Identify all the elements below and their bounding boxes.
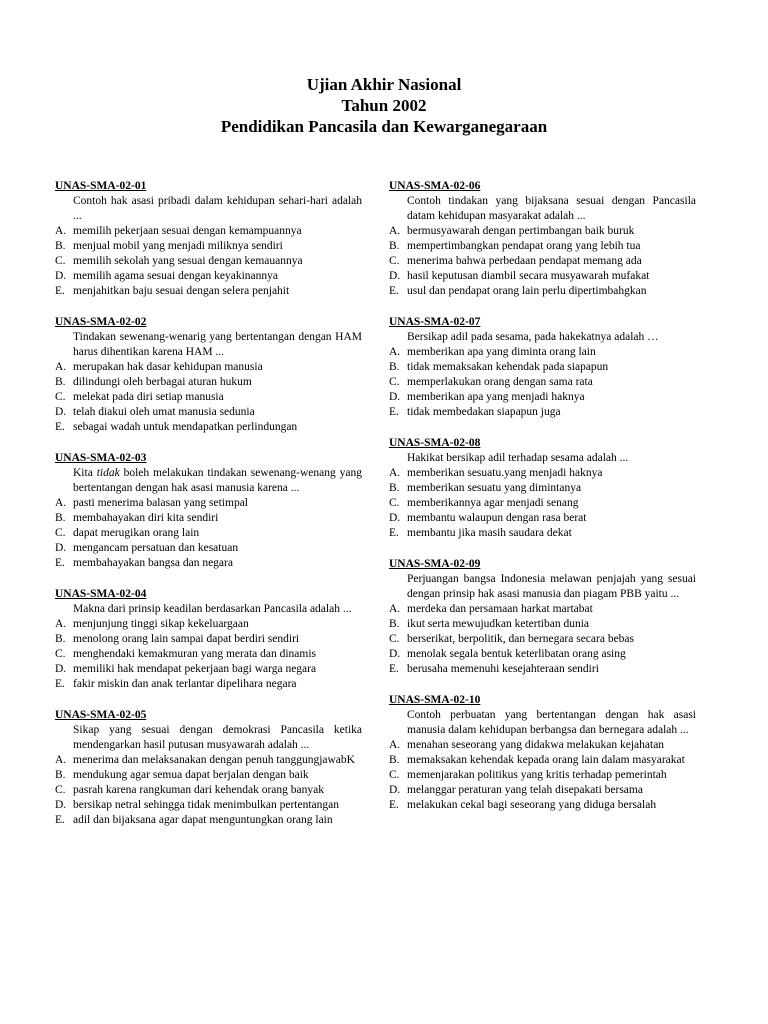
question-1 xyxy=(55,179,362,299)
option-text: ikut serta mewujudkan ketertiban dunia xyxy=(407,618,590,630)
option-text: memberikan apa yang menjadi haknya xyxy=(407,391,585,403)
option-text: memenjarakan politikus yang kritis terhadap pemerintah xyxy=(407,769,667,781)
option-text: melakukan cekal bagi seseorang yang diduga bersalah xyxy=(407,799,657,811)
option-b xyxy=(55,375,362,390)
option-letter: C. xyxy=(389,376,400,388)
option-text: memberikan apa yang diminta orang lain xyxy=(407,346,596,358)
option-b xyxy=(389,481,696,496)
option-letter: B. xyxy=(389,240,400,252)
option-e xyxy=(55,813,362,828)
option-text: membantu jika masih saudara dekat xyxy=(407,527,572,539)
option-letter: E. xyxy=(389,663,399,675)
option-letter: D. xyxy=(389,512,401,524)
option-text: memilih sekolah yang sesuai dengan kemauannya xyxy=(73,255,303,267)
question-id: UNAS-SMA-02-05 xyxy=(55,709,147,721)
option-text: menolak segala bentuk keterlibatan orang asing xyxy=(407,648,626,660)
option-text: hasil keputusan diambil secara musyawarah mufakat xyxy=(407,270,650,282)
option-text: menjahitkan baju sesuai dengan selera penjahit xyxy=(73,285,290,297)
option-letter: C. xyxy=(55,255,66,267)
option-text: berserikat, berpolitik, dan bernegara secara bebas xyxy=(407,633,635,645)
option-letter: D. xyxy=(55,799,67,811)
option-b xyxy=(55,768,362,783)
option-text: pasrah karena rangkuman dari kehendak orang banyak xyxy=(73,784,324,796)
option-d xyxy=(55,798,362,813)
option-letter: D. xyxy=(55,663,67,675)
option-letter: A. xyxy=(389,739,401,751)
stem-emphasis: tidak xyxy=(96,467,120,479)
option-b xyxy=(55,511,362,526)
option-text: menghendaki kemakmuran yang merata dan dinamis xyxy=(73,648,317,660)
option-letter: C. xyxy=(55,648,66,660)
question-id: UNAS-SMA-02-06 xyxy=(389,180,481,192)
option-text: memaksakan kehendak kepada orang lain dalam masyarakat xyxy=(407,754,685,766)
option-text: memilih pekerjaan sesuai dengan kemampuannya xyxy=(73,225,302,237)
option-c xyxy=(55,783,362,798)
exam-title: Ujian Akhir Nasional xyxy=(306,75,462,94)
option-letter: B. xyxy=(55,512,66,524)
option-a xyxy=(55,360,362,375)
question-9 xyxy=(389,557,696,677)
option-letter: C. xyxy=(389,255,400,267)
option-text: dapat merugikan orang lain xyxy=(73,527,200,539)
option-letter: A. xyxy=(55,361,67,373)
question-6 xyxy=(389,179,696,299)
option-letter: C. xyxy=(389,769,400,781)
option-letter: A. xyxy=(55,754,67,766)
option-c xyxy=(55,390,362,405)
option-letter: C. xyxy=(389,497,400,509)
option-text: melekat pada diri setiap manusia xyxy=(73,391,224,403)
option-letter: E. xyxy=(389,285,399,297)
option-d xyxy=(389,390,696,405)
option-letter: C. xyxy=(55,391,66,403)
option-e xyxy=(389,798,696,813)
option-letter: E. xyxy=(389,527,399,539)
option-text: memperlakukan orang dengan sama rata xyxy=(407,376,593,388)
option-text: bersikap netral sehingga tidak menimbulkan pertentangan xyxy=(73,799,340,811)
option-letter: C. xyxy=(389,633,400,645)
question-3 xyxy=(55,451,362,571)
option-c xyxy=(389,768,696,783)
option-text: mendukung agar semua dapat berjalan dengan baik xyxy=(73,769,309,781)
option-c xyxy=(55,254,362,269)
option-a xyxy=(55,224,362,239)
right-column xyxy=(389,179,696,813)
option-letter: B. xyxy=(389,754,400,766)
option-e xyxy=(389,526,696,541)
option-letter: E. xyxy=(55,557,65,569)
option-letter: E. xyxy=(389,799,399,811)
option-text: membantu walaupun dengan rasa berat xyxy=(407,512,587,524)
option-text: menerima bahwa perbedaan pendapat memang ada xyxy=(407,255,642,267)
option-letter: D. xyxy=(389,784,401,796)
option-text: memberikan sesuatu.yang menjadi haknya xyxy=(407,467,603,479)
option-c xyxy=(389,496,696,511)
option-text: sebagai wadah untuk mendapatkan perlindungan xyxy=(73,421,298,433)
option-e xyxy=(389,662,696,677)
option-text: fakir miskin dan anak terlantar dipelihara negara xyxy=(73,678,297,690)
option-text: membahayakan diri kita sendiri xyxy=(73,512,219,524)
option-letter: A. xyxy=(389,467,401,479)
option-letter: B. xyxy=(55,240,66,252)
option-letter: E. xyxy=(389,406,399,418)
option-text: menolong orang lain sampai dapat berdiri sendiri xyxy=(73,633,300,645)
option-a xyxy=(389,602,696,617)
question-stem xyxy=(55,466,362,496)
option-letter: E. xyxy=(55,678,65,690)
question-stem: Hakikat bersikap adil terhadap sesama adalah ... xyxy=(407,452,629,464)
question-stem: Sikap yang sesuai dengan demokrasi Pancasila ketika mendengarkan hasil putusan musyawarah adalah ... xyxy=(73,724,362,751)
question-id: UNAS-SMA-02-09 xyxy=(389,558,481,570)
option-e xyxy=(55,284,362,299)
question-stem: Perjuangan bangsa Indonesia melawan penjajah yang sesuai dengan prinsip hak asasi manusia dan piagam PBB yaitu ... xyxy=(407,573,696,600)
option-text: dilindungi oleh berbagai aturan hukum xyxy=(73,376,252,388)
option-text: usul dan pendapat orang lain perlu dipertimbahgkan xyxy=(407,285,647,297)
option-c xyxy=(55,647,362,662)
question-id: UNAS-SMA-02-04 xyxy=(55,588,147,600)
option-c xyxy=(55,526,362,541)
option-a xyxy=(55,753,362,768)
left-column xyxy=(55,179,362,828)
option-text: tidak memaksakan kehendak pada siapapun xyxy=(407,361,609,373)
option-letter: B. xyxy=(389,482,400,494)
option-text: memberikan sesuatu yang dimintanya xyxy=(407,482,582,494)
option-d xyxy=(389,511,696,526)
option-letter: D. xyxy=(55,542,67,554)
option-letter: D. xyxy=(389,391,401,403)
option-text: memilih agama sesuai dengan keyakinannya xyxy=(73,270,279,282)
question-10 xyxy=(389,693,696,813)
option-letter: D. xyxy=(389,270,401,282)
question-8 xyxy=(389,436,696,541)
option-text: berusaha memenuhi kesejahteraan sendiri xyxy=(407,663,599,675)
option-text: membahayakan bangsa dan negara xyxy=(73,557,233,569)
option-b xyxy=(389,360,696,375)
question-5 xyxy=(55,708,362,828)
option-b xyxy=(55,632,362,647)
option-letter: B. xyxy=(389,361,400,373)
option-letter: E. xyxy=(55,421,65,433)
option-text: pasti menerima balasan yang setimpal xyxy=(73,497,248,509)
option-text: melanggar peraturan yang telah disepakati bersama xyxy=(407,784,643,796)
option-a xyxy=(389,738,696,753)
exam-year: Tahun 2002 xyxy=(341,96,427,115)
option-letter: A. xyxy=(389,603,401,615)
question-2 xyxy=(55,315,362,435)
option-letter: E. xyxy=(55,814,65,826)
option-e xyxy=(55,420,362,435)
exam-subject: Pendidikan Pancasila dan Kewarganegaraan xyxy=(220,117,548,136)
stem-text: boleh melakukan tindakan sewenang-wenang yang bertentangan dengan hak asasi manusia karena ... xyxy=(73,467,362,494)
option-text: mengancam persatuan dan kesatuan xyxy=(73,542,239,554)
option-text: telah diakui oleh umat manusia sedunia xyxy=(73,406,255,418)
option-d xyxy=(389,783,696,798)
option-b xyxy=(389,753,696,768)
exam-header xyxy=(0,74,768,137)
question-7 xyxy=(389,315,696,420)
option-letter: A. xyxy=(55,225,67,237)
option-a xyxy=(389,224,696,239)
question-id: UNAS-SMA-02-03 xyxy=(55,452,147,464)
option-d xyxy=(55,269,362,284)
option-e xyxy=(55,556,362,571)
question-stem: Tindakan sewenang-wenarig yang bertentangan dengan HAM harus dihentikan karena HAM ... xyxy=(73,331,362,358)
option-a xyxy=(389,466,696,481)
option-letter: D. xyxy=(55,270,67,282)
option-text: memiliki hak mendapat pekerjaan bagi warga negara xyxy=(73,663,317,675)
question-id: UNAS-SMA-02-01 xyxy=(55,180,147,192)
option-text: mempertimbangkan pendapat orang yang lebih tua xyxy=(407,240,641,252)
option-c xyxy=(389,254,696,269)
option-a xyxy=(55,496,362,511)
option-letter: D. xyxy=(389,648,401,660)
option-text: bermusyawarah dengan pertimbangan baik buruk xyxy=(407,225,635,237)
option-text: tidak membedakan siapapun juga xyxy=(407,406,561,418)
option-letter: B. xyxy=(55,633,66,645)
option-letter: B. xyxy=(389,618,400,630)
option-letter: D. xyxy=(55,406,67,418)
question-id: UNAS-SMA-02-02 xyxy=(55,316,147,328)
option-letter: C. xyxy=(55,527,66,539)
question-id: UNAS-SMA-02-10 xyxy=(389,694,481,706)
option-letter: B. xyxy=(55,769,66,781)
question-stem: Bersikap adil pada sesama, pada hakekatnya adalah … xyxy=(407,331,659,343)
option-text: menjunjung tinggi sikap kekeluargaan xyxy=(73,618,249,630)
option-text: menahan seseorang yang didakwa melakukan kejahatan xyxy=(407,739,665,751)
option-e xyxy=(389,405,696,420)
option-c xyxy=(389,632,696,647)
stem-text: Kita xyxy=(73,467,97,479)
question-id: UNAS-SMA-02-08 xyxy=(389,437,481,449)
option-text: merupakan hak dasar kehidupan manusia xyxy=(73,361,263,373)
option-b xyxy=(55,239,362,254)
option-c xyxy=(389,375,696,390)
question-stem: Contoh hak asasi pribadi dalam kehidupan sehari-hari adalah ... xyxy=(73,195,362,222)
option-letter: A. xyxy=(55,497,67,509)
option-letter: B. xyxy=(55,376,66,388)
option-letter: E. xyxy=(55,285,65,297)
option-d xyxy=(389,647,696,662)
question-stem: Contoh tindakan yang bijaksana sesuai dengan Pancasila datam kehidupan masyarakat adalah ... xyxy=(407,195,696,222)
question-4 xyxy=(55,587,362,692)
option-a xyxy=(389,345,696,360)
option-e xyxy=(55,677,362,692)
option-b xyxy=(389,617,696,632)
option-d xyxy=(55,662,362,677)
question-stem: Makna dari prinsip keadilan berdasarkan Pancasila adalah ... xyxy=(73,603,352,615)
option-b xyxy=(389,239,696,254)
question-stem: Contoh perbuatan yang bertentangan dengan hak asasi manusia dalam kehidupan berbangsa dan bernegara adalah ... xyxy=(407,709,696,736)
option-letter: A. xyxy=(389,346,401,358)
option-letter: A. xyxy=(389,225,401,237)
option-d xyxy=(55,405,362,420)
option-letter: A. xyxy=(55,618,67,630)
option-text: menerima dan melaksanakan dengan penuh tanggungjawabK xyxy=(73,754,355,766)
option-letter: C. xyxy=(55,784,66,796)
option-a xyxy=(55,617,362,632)
option-text: adil dan bijaksana agar dapat menguntungkan orang lain xyxy=(73,814,333,826)
question-id: UNAS-SMA-02-07 xyxy=(389,316,481,328)
option-d xyxy=(389,269,696,284)
option-text: menjual mobil yang menjadi miliknya sendiri xyxy=(73,240,283,252)
option-text: merdeka dan persamaan harkat martabat xyxy=(407,603,593,615)
option-text: memberikannya agar menjadi senang xyxy=(407,497,579,509)
option-e xyxy=(389,284,696,299)
option-d xyxy=(55,541,362,556)
